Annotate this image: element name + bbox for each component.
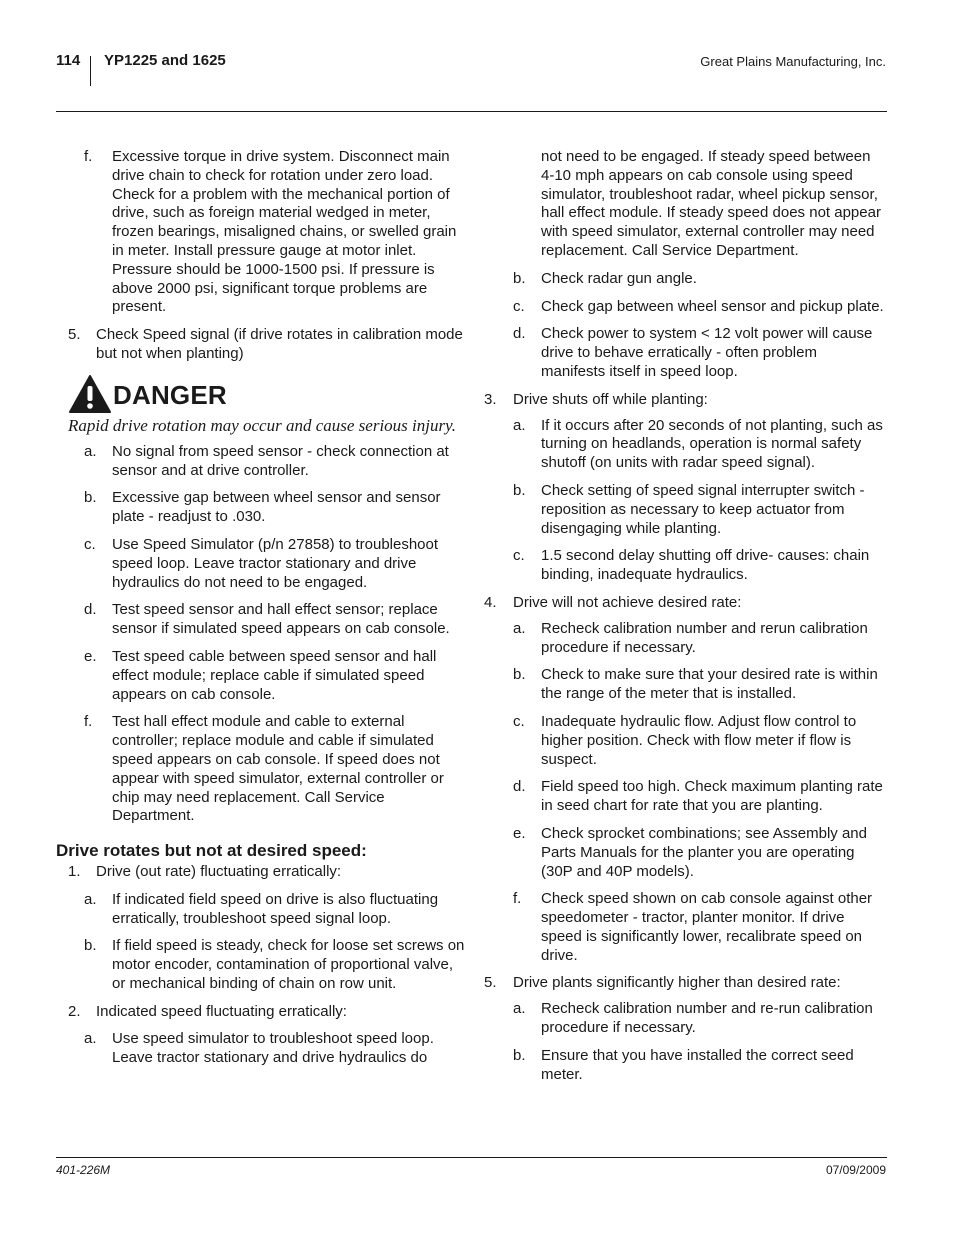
list-item: 3. Drive shuts off while planting:	[484, 390, 708, 408]
list-item: a. Use speed simulator to troubleshoot speed loop. Leave tractor stationary and drive hydraulics do	[84, 1030, 434, 1067]
section-heading: Drive rotates but not at desired speed:	[56, 841, 367, 861]
danger-message: Rapid drive rotation may occur and cause serious injury.	[68, 415, 456, 435]
list-item: b. Check to make sure that your desired rate is within the range of the meter that is installed.	[513, 666, 878, 703]
list-item: f. Check speed shown on cab console against other speedometer - tractor, planter monitor. If drive speed is significantly lower, recalibrate speed on drive.	[513, 890, 873, 964]
company-name: Great Plains Manufacturing, Inc.	[700, 54, 886, 69]
list-item: 5. Drive plants significantly higher than desired rate:	[484, 974, 841, 992]
list-item: a. Recheck calibration number and rerun calibration procedure if necessary.	[513, 619, 868, 656]
document-number: 401-226M	[56, 1163, 111, 1177]
list-item: 4. Drive will not achieve desired rate:	[484, 593, 742, 611]
list-item: c. 1.5 second delay shutting off drive- causes: chain binding, inadequate hydraulics.	[513, 547, 870, 584]
footer-rule	[56, 1157, 887, 1158]
header-rule	[56, 111, 887, 112]
list-item: d. Field speed too high. Check maximum planting rate in seed chart for rate that you are planting.	[513, 778, 883, 815]
list-item: b. Excessive gap between wheel sensor and sensor plate - readjust to .030.	[84, 489, 441, 526]
danger-callout	[56, 374, 466, 414]
list-item: d. Check power to system < 12 volt power will cause drive to behave erratically - often problem manifests itself in speed loop.	[513, 325, 873, 380]
list-item: c. Use Speed Simulator (p/n 27858) to troubleshoot speed loop. Leave tractor stationary and drive hydraulics do not need to be engaged.	[84, 535, 439, 591]
danger-heading: DANGER	[113, 379, 227, 410]
list-item: a. Recheck calibration number and re-run calibration procedure if necessary.	[513, 1000, 873, 1037]
continued-text: not need to be engaged. If steady speed between 4-10 mph appears on cab console using speed simulator, troubleshoot radar, wheel pickup sensor, hall effect module. If steady speed does not appear with speed simulator, external controller may need replacement. Call Service Department.	[541, 148, 881, 259]
list-item: 2. Indicated speed fluctuating erratically:	[68, 1002, 347, 1020]
list-item: b. Check setting of speed signal interrupter switch - reposition as necessary to keep actuator from disengaging while planting.	[513, 481, 865, 537]
list-item: b. Check radar gun angle.	[513, 269, 697, 287]
list-item: c. Check gap between wheel sensor and pickup plate.	[513, 297, 884, 315]
document-date: 07/09/2009	[825, 1163, 886, 1177]
left-column	[56, 148, 466, 1068]
list-item: e. Check sprocket combinations; see Assembly and Parts Manuals for the planter you are operating (30P and 40P models).	[513, 824, 867, 880]
header-divider	[90, 56, 91, 86]
list-item: 1. Drive (out rate) fluctuating erratically:	[68, 862, 342, 880]
model-title: YP1225 and 1625	[104, 52, 226, 69]
list-item: b. If field speed is steady, check for loose set screws on motor encoder, contamination of proportional valve, or mechanical binding of chain on row unit.	[84, 937, 465, 992]
page-header	[0, 0, 954, 112]
list-item: 5. Check Speed signal (if drive rotates in calibration mode but not when planting)	[68, 326, 463, 362]
list-item: c. Inadequate hydraulic flow. Adjust flow control to higher position. Check with flow meter if flow is suspect.	[513, 712, 857, 768]
warning-triangle-icon	[68, 374, 112, 414]
list-item: f. Test hall effect module and cable to external controller; replace module and cable if simulated speed appears on cab console. If speed does not appear with speed simulator, external controller or chip may need replacement. Call Service Department.	[84, 713, 444, 825]
list-item: a. No signal from speed sensor - check connection at sensor and at drive controller.	[84, 442, 449, 479]
list-item: a. If it occurs after 20 seconds of not planting, such as turning on headlands, operation is normal safety shutoff (on units with radar speed signal).	[513, 416, 883, 472]
list-item: b. Ensure that you have installed the correct seed meter.	[513, 1046, 854, 1083]
list-item: f. Excessive torque in drive system. Disconnect main drive chain to check for rotation under zero load. Check for a problem with the mechanical portion of drive, such as foreign material wedged in meter, frozen bearings, misaligned chains, or swelled grain in meter. Install pressure gauge at motor inlet. Pressure should be 1000-1500 psi. If pressure is above 2000 psi, significant torque problems are present.	[84, 148, 457, 316]
list-item: e. Test speed cable between speed sensor and hall effect module; replace cable if simulated speed appears on cab console.	[84, 647, 437, 703]
page-number: 114	[56, 52, 81, 69]
right-column	[484, 148, 884, 1084]
list-item: a. If indicated field speed on drive is also fluctuating erratically, troubleshoot speed signal loop.	[84, 890, 439, 927]
list-item: d. Test speed sensor and hall effect sensor; replace sensor if simulated speed appears on cab console.	[84, 601, 450, 638]
